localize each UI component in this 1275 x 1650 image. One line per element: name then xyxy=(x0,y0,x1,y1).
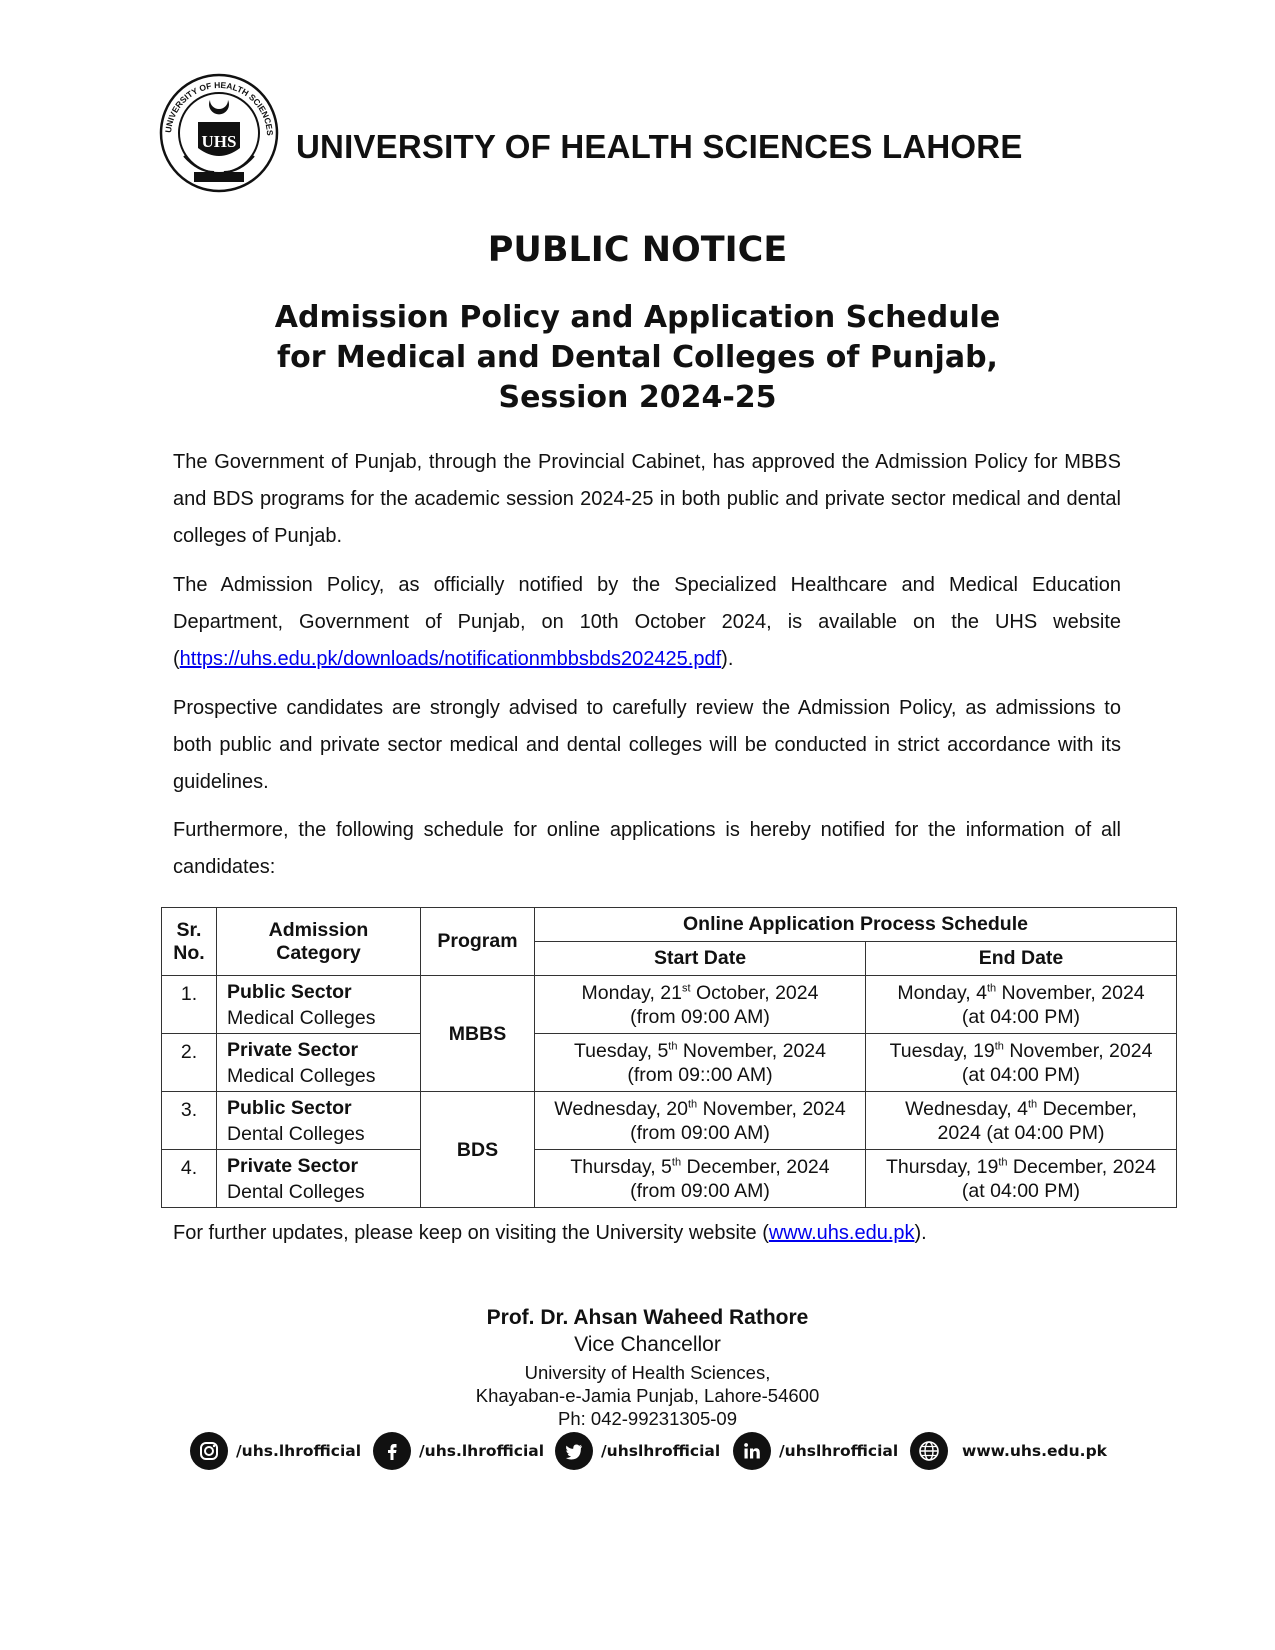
row-start-date: Tuesday, 5th November, 2024 (from 09::00 AM) xyxy=(535,1034,866,1092)
facebook-icon xyxy=(373,1432,411,1470)
program-mbbs: MBBS xyxy=(421,976,535,1092)
social-instagram[interactable]: /uhs.lhrofficial xyxy=(190,1431,361,1471)
header-online-schedule: Online Application Process Schedule xyxy=(535,908,1177,942)
globe-icon xyxy=(910,1432,948,1470)
row-end-date: Monday, 4th November, 2024 (at 04:00 PM) xyxy=(866,976,1177,1034)
further-updates: For further updates, please keep on visiting the University website (www.uhs.edu.pk). xyxy=(173,1222,927,1244)
notice-title: PUBLIC NOTICE xyxy=(487,230,788,270)
row-end-date: Tuesday, 19th November, 2024 (at 04:00 PM) xyxy=(866,1034,1177,1092)
policy-pdf-link[interactable]: https://uhs.edu.pk/downloads/notificationmbbsbds202425.pdf xyxy=(179,648,722,670)
twitter-icon xyxy=(555,1432,593,1470)
paragraph-text: The Admission Policy, as officially notified by the Specialized Healthcare and Medical Education Department, Government of Punjab, on 10th October 2024, is available on the UHS website ( xyxy=(173,574,1121,670)
row-end-date: Wednesday, 4th December, 2024 (at 04:00 PM) xyxy=(866,1092,1177,1150)
paragraph-policy-notification xyxy=(173,567,1121,678)
subtitle-line-1: Admission Policy and Application Schedule xyxy=(274,300,1001,335)
row-category: Public Sector Dental Colleges xyxy=(217,1092,421,1150)
instagram-icon xyxy=(190,1432,228,1470)
social-twitter[interactable]: /uhslhrofficial xyxy=(555,1431,720,1471)
signatory-name: Prof. Dr. Ahsan Waheed Rathore xyxy=(486,1306,809,1329)
table-row xyxy=(162,1092,1177,1150)
row-sr: 2. xyxy=(162,1034,217,1092)
logo-ring-text: UNIVERSITY OF HEALTH SCIENCES xyxy=(163,79,276,136)
row-sr: 1. xyxy=(162,976,217,1034)
notice-subtitle xyxy=(0,298,1275,418)
paragraph-candidates-advice: Prospective candidates are strongly advised to carefully review the Admission Policy, as admissions to both public and private sector medical and dental colleges will be conducted in strict accordance with its guidelines. xyxy=(173,697,1121,793)
signatory-org: University of Health Sciences, xyxy=(524,1362,771,1383)
university-name: UNIVERSITY OF HEALTH SCIENCES LAHORE xyxy=(296,128,1023,165)
header-sr-no: Sr. No. xyxy=(162,908,217,976)
row-category: Private Sector Medical Colleges xyxy=(217,1034,421,1092)
uhs-logo xyxy=(158,72,280,194)
row-category: Private Sector Dental Colleges xyxy=(217,1150,421,1208)
row-category: Public Sector Medical Colleges xyxy=(217,976,421,1034)
signatory-address: Khayaban-e-Jamia Punjab, Lahore-54600 xyxy=(475,1385,820,1406)
header-end-date: End Date xyxy=(866,942,1177,976)
header-start-date: Start Date xyxy=(535,942,866,976)
social-website[interactable]: www.uhs.edu.pk xyxy=(910,1431,1107,1471)
logo-text: UHS xyxy=(201,132,237,151)
table-row xyxy=(162,976,1177,1034)
social-linkedin[interactable]: /uhslhrofficial xyxy=(733,1431,898,1471)
program-bds: BDS xyxy=(421,1092,535,1208)
subtitle-line-3: Session 2024-25 xyxy=(498,380,777,415)
social-facebook[interactable]: /uhs.lhrofficial xyxy=(373,1431,544,1471)
header-admission-category: Admission Category xyxy=(217,908,421,976)
paragraph-schedule-intro: Furthermore, the following schedule for online applications is hereby notified for the information of all candidates: xyxy=(173,819,1121,878)
signatory-title: Vice Chancellor xyxy=(574,1333,721,1356)
schedule-table xyxy=(161,907,1177,1208)
signatory-phone: Ph: 042-99231305-09 xyxy=(558,1408,737,1429)
paragraph-end: ). xyxy=(721,648,734,670)
linkedin-icon xyxy=(733,1432,771,1470)
table-row xyxy=(162,1034,1177,1092)
row-sr: 3. xyxy=(162,1092,217,1150)
header-program: Program xyxy=(421,908,535,976)
row-start-date: Wednesday, 20th November, 2024 (from 09:00 AM) xyxy=(535,1092,866,1150)
subtitle-line-2: for Medical and Dental Colleges of Punjab, xyxy=(277,340,998,375)
paragraph-policy-approval: The Government of Punjab, through the Provincial Cabinet, has approved the Admission Policy for MBBS and BDS programs for the academic session 2024-25 in both public and private sector medical and dental colleges of Punjab. xyxy=(173,451,1121,547)
row-start-date: Thursday, 5th December, 2024 (from 09:00 AM) xyxy=(535,1150,866,1208)
row-sr: 4. xyxy=(162,1150,217,1208)
table-row xyxy=(162,1150,1177,1208)
row-start-date: Monday, 21st October, 2024 (from 09:00 AM) xyxy=(535,976,866,1034)
row-end-date: Thursday, 19th December, 2024 (at 04:00 PM) xyxy=(866,1150,1177,1208)
website-link[interactable]: www.uhs.edu.pk xyxy=(768,1222,915,1244)
